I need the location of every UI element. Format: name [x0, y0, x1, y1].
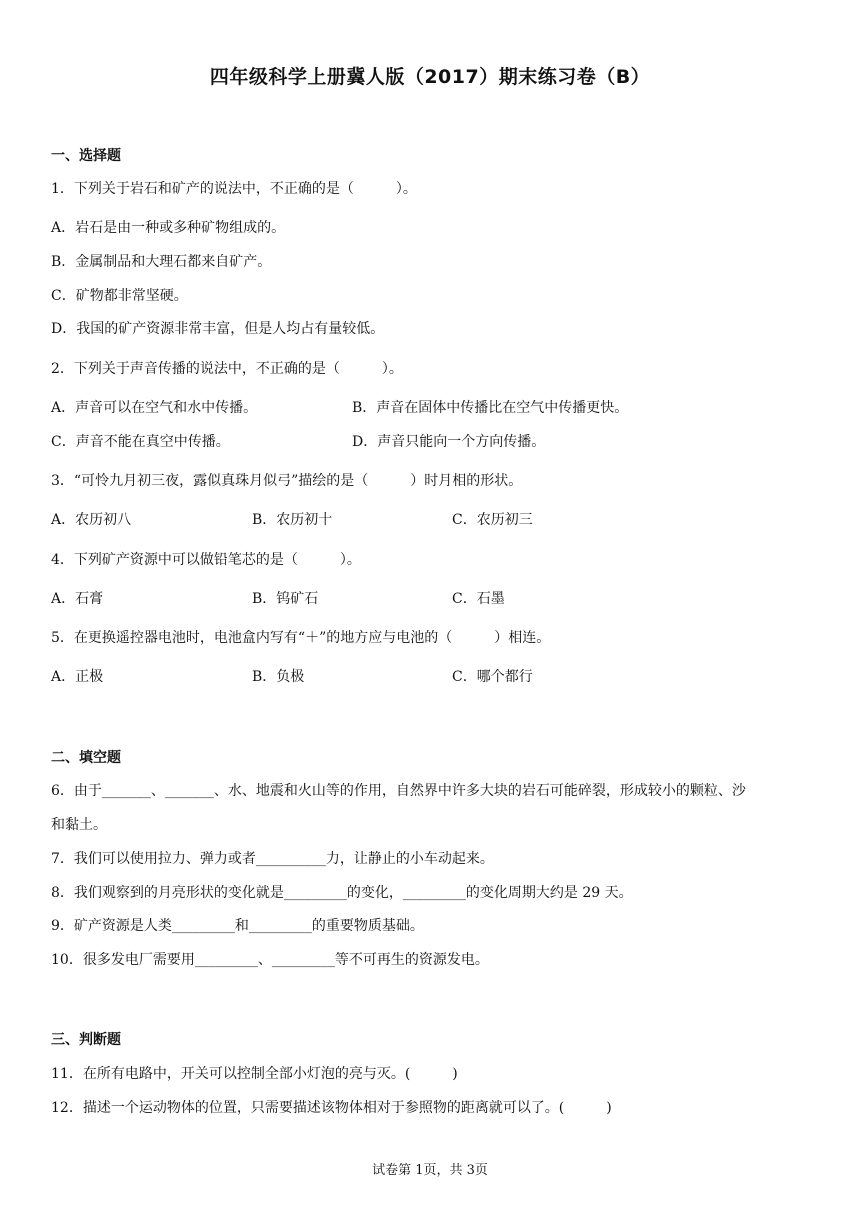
- fill-line-7: 7．我们可以使用拉力、弹力或者__________力，让静止的小车动起来。: [51, 851, 494, 867]
- question-2-option-d: D．声音只能向一个方向传播。: [352, 434, 546, 450]
- judge-line-12: 12．描述一个运动物体的位置，只需要描述该物体相对于参照物的距离就可以了。( ): [51, 1100, 612, 1116]
- page-title: 四年级科学上册冀人版（2017）期末练习卷（B）: [209, 66, 651, 88]
- judge-line-11: 11．在所有电路中，开关可以控制全部小灯泡的亮与灭。( ): [51, 1066, 458, 1082]
- fill-line-6: 6．由于_______、_______、水、地震和火山等的作用，自然界中许多大块的岩石可能碎裂，形成较小的颗粒、沙: [51, 783, 746, 799]
- question-3-option-a: A．农历初八: [51, 512, 132, 528]
- question-5-option-a: A．正极: [51, 669, 104, 685]
- question-2-option-b: B．声音在固体中传播比在空气中传播更快。: [352, 400, 629, 416]
- question-stem-4: 4．下列矿产资源中可以做铅笔芯的是（ ）。: [51, 552, 361, 568]
- fill-line-10: 10．很多发电厂需要用_________、_________等不可再生的资源发电。: [51, 952, 489, 968]
- fill-line-6-cont: 和黏土。: [51, 817, 107, 833]
- question-5-option-b: B．负极: [252, 669, 305, 685]
- question-stem-5: 5．在更换遥控器电池时，电池盒内写有“＋”的地方应与电池的（ ）相连。: [51, 630, 551, 646]
- question-3-option-b: B．农历初十: [252, 512, 333, 528]
- question-stem-2: 2．下列关于声音传播的说法中，不正确的是（ ）。: [51, 361, 403, 377]
- question-1-option-b: B．金属制品和大理石都来自矿产。: [51, 254, 272, 270]
- question-1-option-c: C．矿物都非常坚硬。: [51, 288, 188, 304]
- question-5-option-c: C．哪个都行: [452, 669, 533, 685]
- section-heading-judge: 三、判断题: [51, 1032, 121, 1048]
- question-4-option-b: B．钨矿石: [252, 591, 319, 607]
- page-footer: 试卷第 1页，共 3页: [372, 1163, 488, 1178]
- question-stem-1: 1．下列关于岩石和矿产的说法中，不正确的是（ ）。: [51, 181, 417, 197]
- question-1-option-a: A．岩石是由一种或多种矿物组成的。: [51, 220, 286, 236]
- question-2-option-c: C．声音不能在真空中传播。: [51, 434, 230, 450]
- question-stem-3: 3．“可怜九月初三夜，露似真珠月似弓”描绘的是（ ）时月相的形状。: [51, 473, 523, 489]
- question-3-option-c: C．农历初三: [452, 512, 533, 528]
- fill-line-8: 8．我们观察到的月亮形状的变化就是_________的变化，_________的变化周期大约是 29 天。: [51, 885, 633, 901]
- question-1-option-d: D．我国的矿产资源非常丰富，但是人均占有量较低。: [51, 321, 385, 337]
- question-4-option-c: C．石墨: [452, 591, 505, 607]
- fill-line-9: 9．矿产资源是人类_________和_________的重要物质基础。: [51, 918, 424, 934]
- section-heading-choice: 一、选择题: [51, 148, 121, 164]
- section-heading-fill: 二、填空题: [51, 750, 121, 766]
- question-4-option-a: A．石膏: [51, 591, 104, 607]
- question-2-option-a: A．声音可以在空气和水中传播。: [51, 400, 258, 416]
